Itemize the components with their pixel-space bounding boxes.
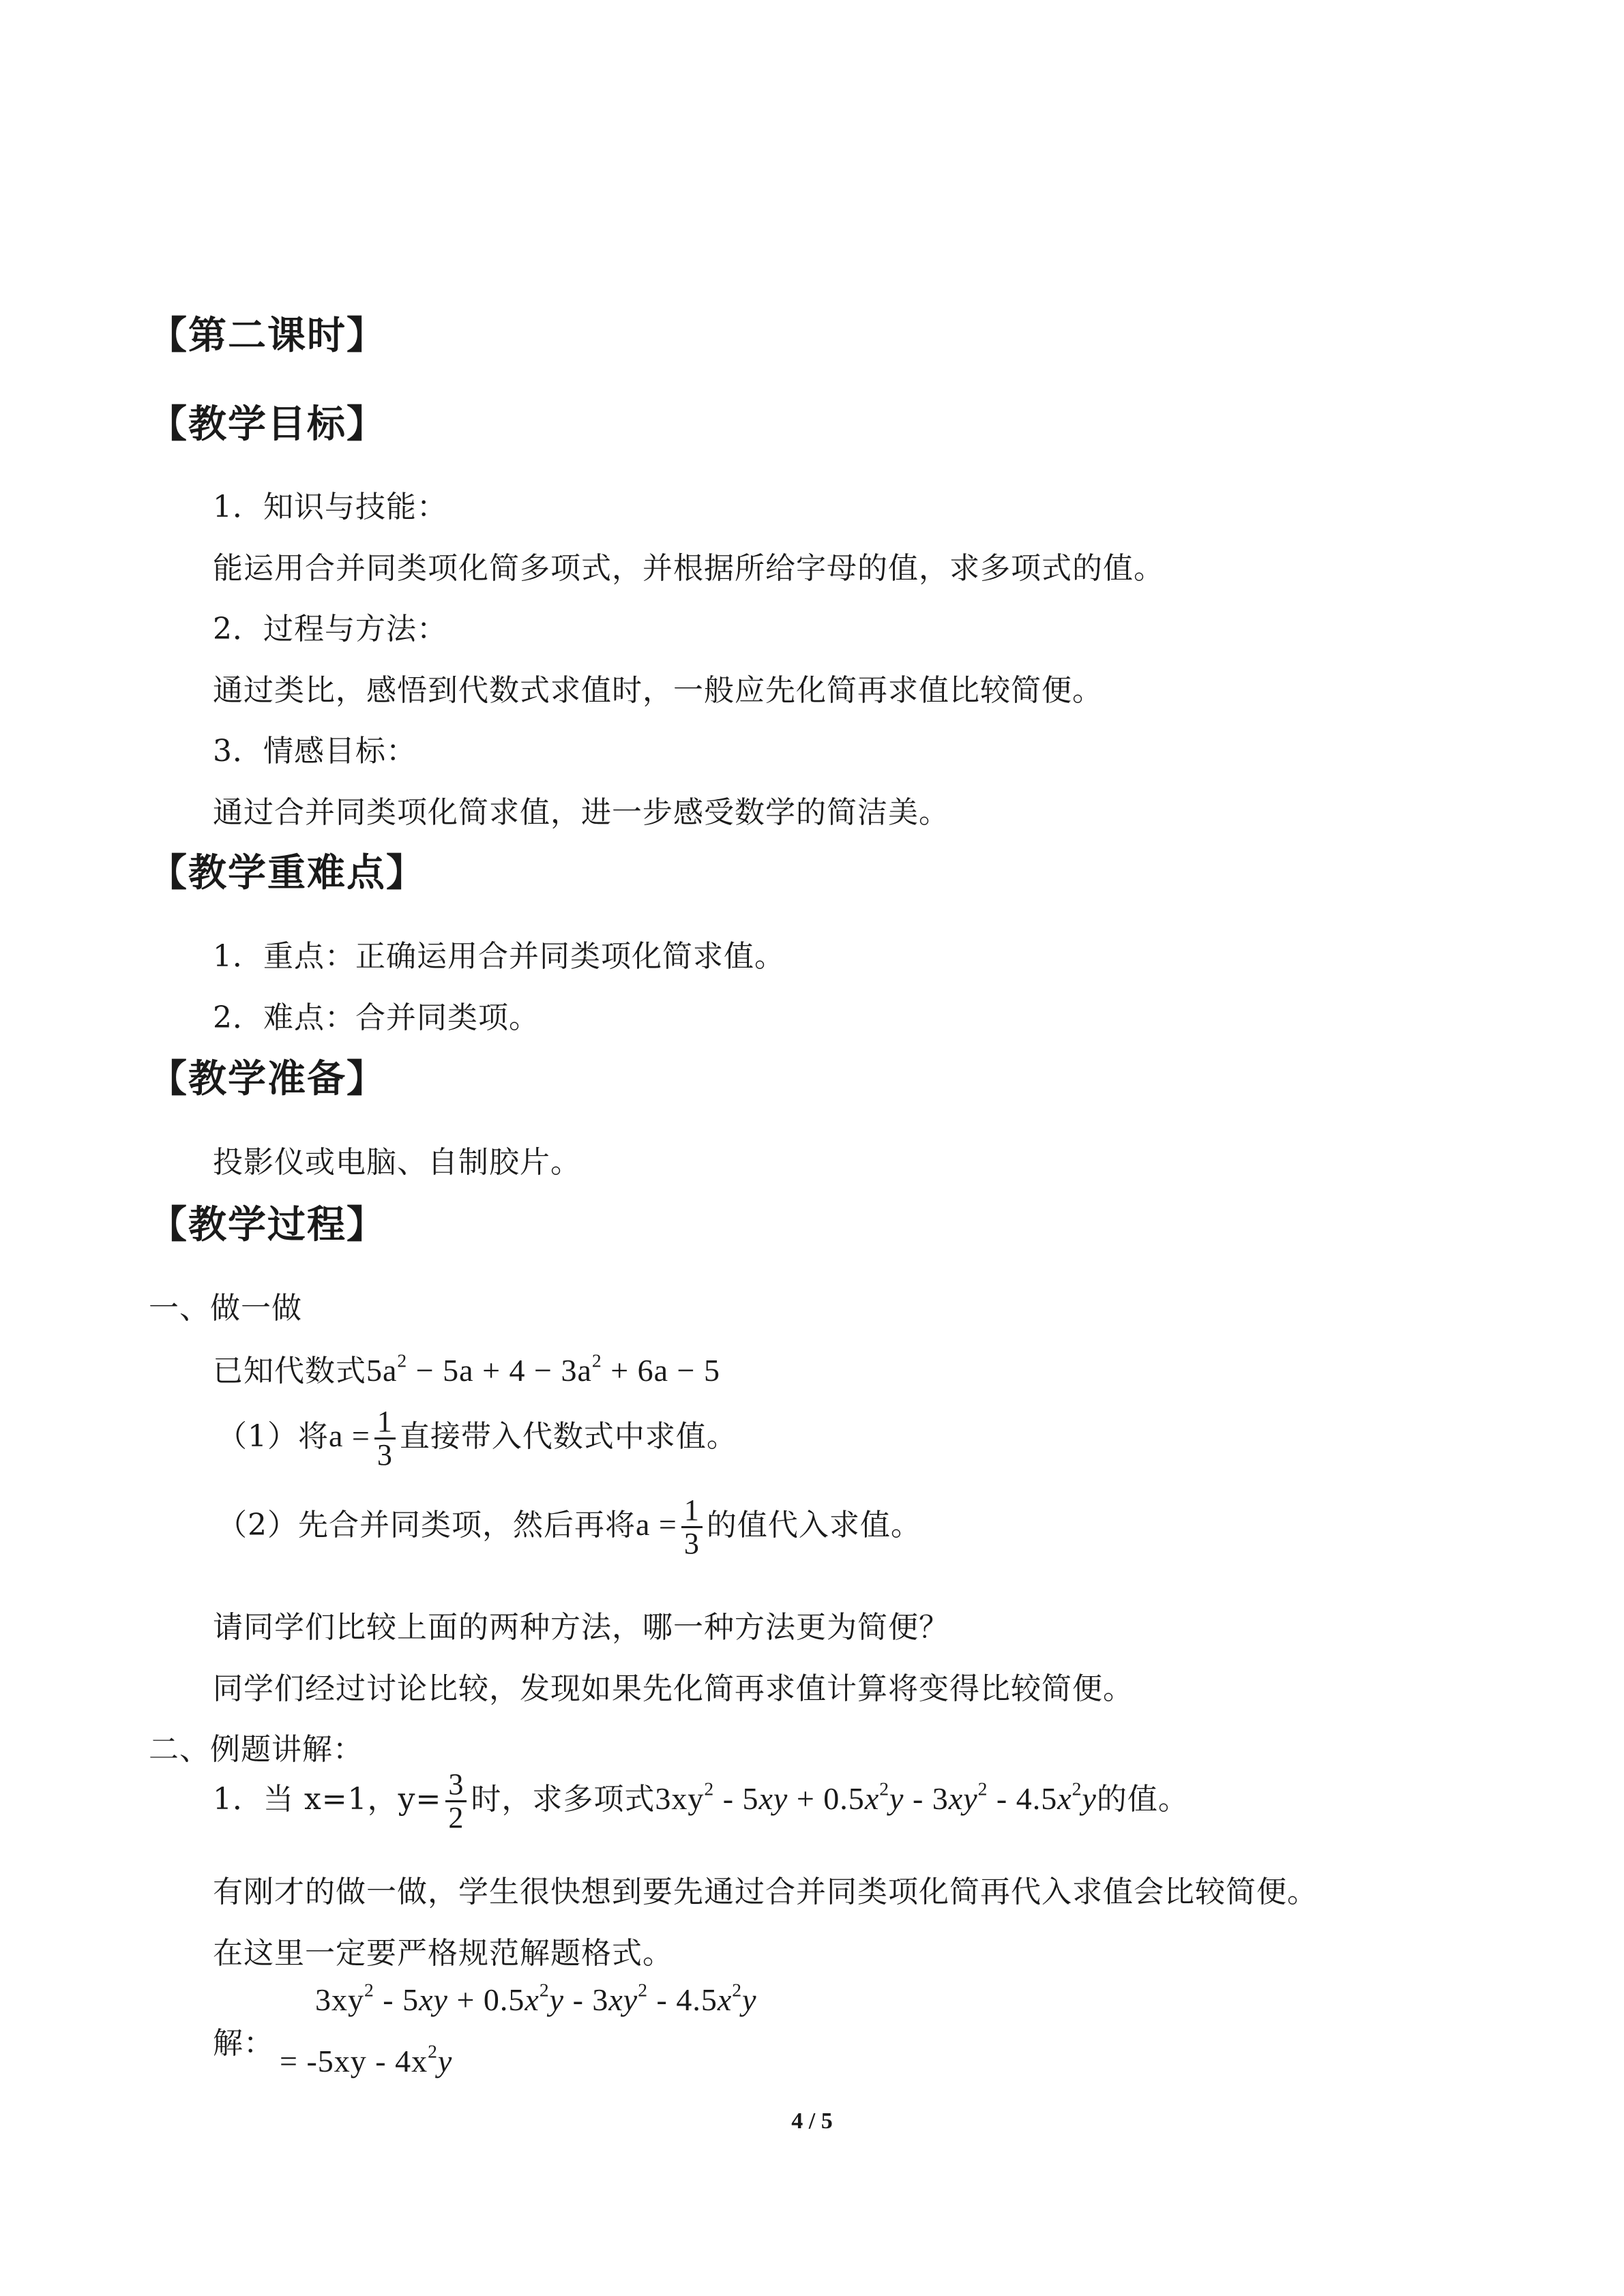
- example-1-expression: $3xy^2 - 5xy + 0.5x^2y - 3xy^2 - 4.5x^2y$: [655, 1778, 1097, 1817]
- example-1-suffix: 的值。: [1096, 1782, 1189, 1817]
- given-expression: $5a^2 - 5a + 4 - 3a^2 + 6a - 5$: [366, 1350, 720, 1388]
- solution-line-2: = $-5xy - 4x^2y$: [280, 2040, 453, 2078]
- fraction-three-halves: $\frac{3}{2}$: [445, 1769, 467, 1834]
- part1-title: 一、做一做: [149, 1291, 302, 1326]
- heading-preparation: 【教学准备】: [149, 1057, 386, 1101]
- question-2-var: a =: [636, 1507, 677, 1542]
- objective-process-label: 2．过程与方法：: [213, 612, 447, 646]
- compare-question: 请同学们比较上面的两种方法，哪一种方法更为简便？: [213, 1610, 949, 1645]
- question-2-suffix: 的值代入求值。: [706, 1508, 921, 1543]
- question-2: [217, 1495, 921, 1560]
- objective-knowledge-text: 能运用合并同类项化简多项式，并根据所给字母的值，求多项式的值。: [213, 551, 1164, 586]
- question-1: [217, 1406, 737, 1471]
- preparation-text: 投影仪或电脑、自制胶片。: [213, 1145, 581, 1180]
- example-1-prefix: 1．当 x=1，y=: [213, 1782, 442, 1817]
- heading-key-points: 【教学重难点】: [149, 851, 426, 895]
- objective-emotion-text: 通过合并同类项化简求值，进一步感受数学的简洁美。: [213, 795, 949, 830]
- question-1-prefix: （1）将: [217, 1419, 329, 1455]
- page-number: 4 / 5: [791, 2108, 833, 2134]
- key-point-text: 1．重点：正确运用合并同类项化简求值。: [213, 939, 785, 974]
- objective-process-text: 通过类比，感悟到代数式求值时，一般应先化简再求值比较简便。: [213, 673, 1103, 708]
- given-expression-prefix: 已知代数式: [213, 1354, 366, 1388]
- example-note-1: 有刚才的做一做，学生很快想到要先通过合并同类项化简再代入求值会比较简便。: [213, 1875, 1318, 1909]
- heading-objectives: 【教学目标】: [149, 402, 386, 447]
- question-2-prefix: （2）先合并同类项，然后再将: [217, 1508, 636, 1543]
- objective-knowledge-label: 1．知识与技能：: [213, 490, 447, 524]
- example-1: [213, 1769, 1189, 1834]
- solution-line-1: $3xy^2 - 5xy + 0.5x^2y - 3xy^2 - 4.5x^2y$: [315, 1979, 757, 2017]
- fraction-one-third: $\frac{1}{3}$: [681, 1495, 703, 1560]
- given-expression-line: [213, 1346, 720, 1390]
- example-note-2: 在这里一定要严格规范解题格式。: [213, 1936, 673, 1971]
- heading-lesson: 【第二课时】: [149, 314, 386, 358]
- part2-title: 二、例题讲解：: [149, 1732, 364, 1767]
- question-1-suffix: 直接带入代数式中求值。: [399, 1419, 737, 1455]
- fraction-one-third: $\frac{1}{3}$: [374, 1406, 396, 1471]
- compare-answer: 同学们经过讨论比较，发现如果先化简再求值计算将变得比较简便。: [213, 1671, 1134, 1706]
- heading-process: 【教学过程】: [149, 1203, 386, 1247]
- question-1-var: a =: [329, 1418, 370, 1454]
- example-1-mid: 时，求多项式: [471, 1782, 655, 1817]
- solution-label: 解：: [213, 2026, 274, 2061]
- objective-emotion-label: 3．情感目标：: [213, 734, 417, 769]
- difficult-point-text: 2．难点：合并同类项。: [213, 1000, 540, 1035]
